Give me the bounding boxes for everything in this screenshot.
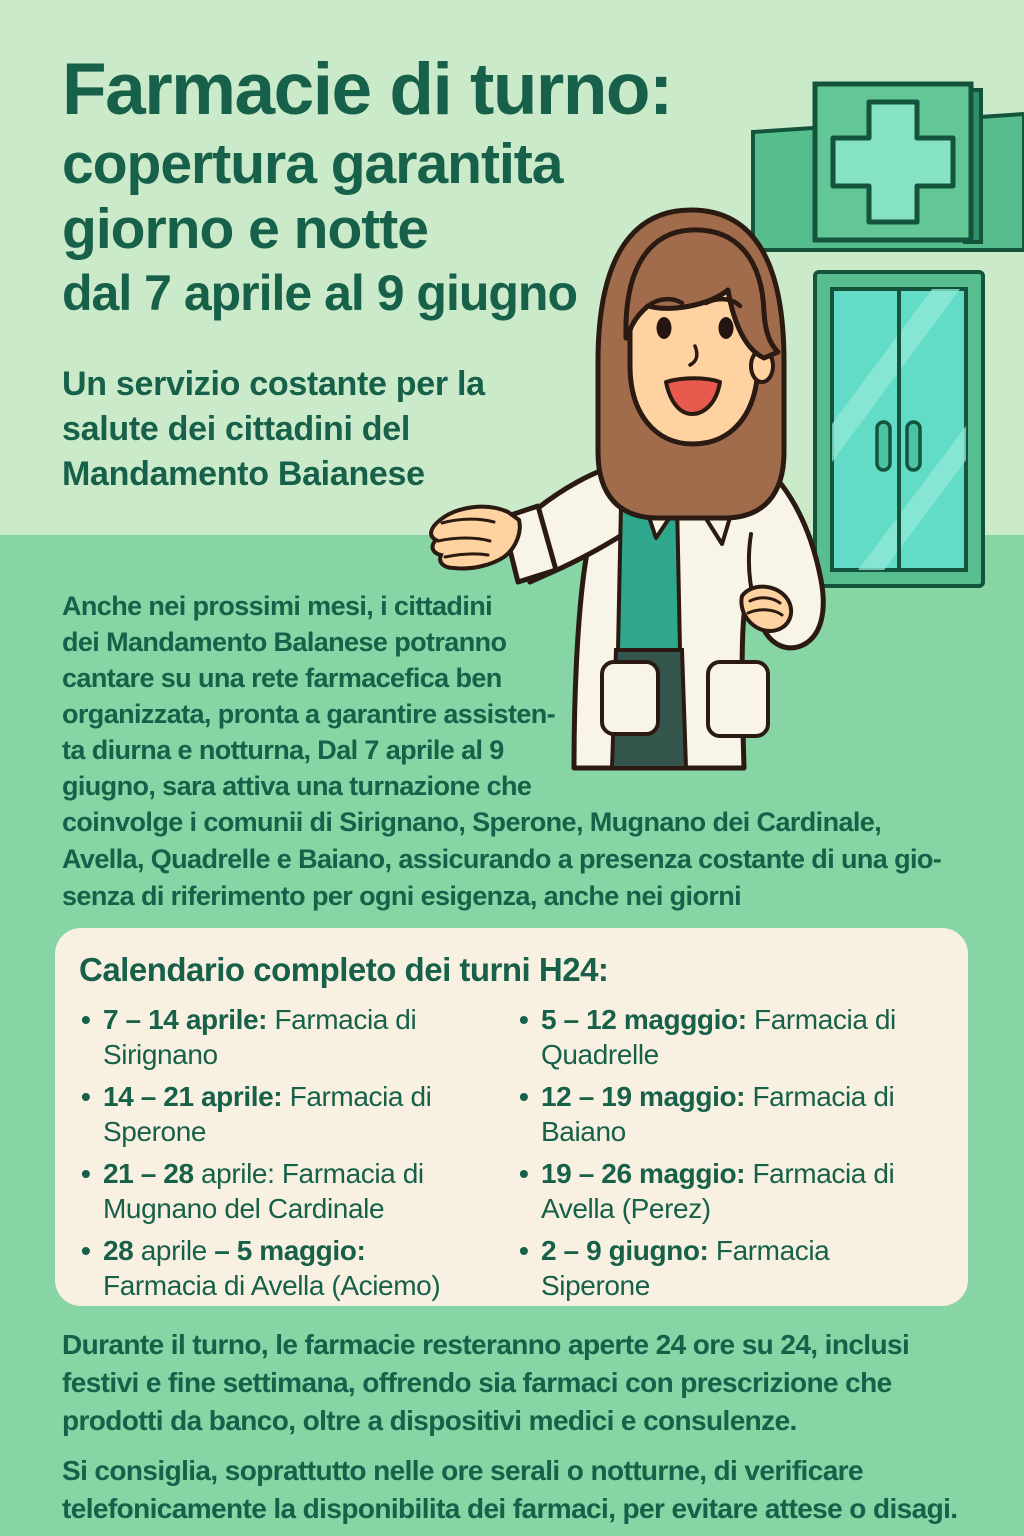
text-line: salute dei cittadini del [62, 410, 410, 448]
text-line: dei Mandamento Balanese potranno [62, 627, 507, 657]
text-line: coinvolge i comunii di Sirignano, Sperone, Mugnano dei Cardinale, [62, 807, 882, 837]
pharmacy-sign-icon [815, 84, 981, 242]
calendar-item-pharmacy: aprile [133, 1235, 215, 1266]
calendar-item-date: 12 – 19 maggio: [541, 1081, 746, 1112]
footer-paragraph-2 [62, 1452, 957, 1528]
calendar-item [79, 1079, 469, 1149]
calendar-item-pharmacy: Farmacia Siperone [541, 1235, 830, 1301]
calendar-item-date: 21 – 28 [103, 1158, 194, 1189]
calendar-title: Calendario completo dei turni H24: [79, 951, 609, 988]
calendar-item-pharmacy: Farmacia di Quadrelle [541, 1004, 896, 1070]
subtitle [62, 362, 485, 497]
text-line: Durante il turno, le farmacie resteranno aperte 24 ore su 24, inclusi [62, 1329, 910, 1360]
calendar-item-pharmacy: Farmacia di Sirignano [103, 1004, 417, 1070]
calendar-column-left [79, 1002, 469, 1310]
intro-paragraph-wide [62, 804, 941, 915]
calendar-item-date: 7 – 14 aprile: [103, 1004, 268, 1035]
calendar-item-date: 19 – 26 maggio: [541, 1158, 746, 1189]
calendar-item [517, 1156, 917, 1226]
door-handle-icon [877, 422, 890, 470]
calendar-item-date: 5 – 12 magggio: [541, 1004, 747, 1035]
calendar-item-pharmacy: Farmacia di Avella (Perez) [541, 1158, 895, 1224]
footer-paragraph-1 [62, 1326, 909, 1440]
text-line: telefonicamente la disponibilita dei farmaci, per evitare attese o disagi. [62, 1493, 958, 1524]
calendar-item-pharmacy: Farmacia di Sperone [103, 1081, 432, 1147]
calendar-item-pharmacy: Farmacia di Avella (Aciemo) [103, 1270, 441, 1301]
calendar-item-pharmacy: aprile: Farmacia di Mugnano del Cardinale [103, 1158, 424, 1224]
calendar-item [79, 1002, 469, 1072]
pharmacy-door [815, 272, 983, 586]
headline [62, 48, 672, 324]
text-line: festivi e fine settimana, offrendo sia farmaci con prescrizione che [62, 1367, 892, 1398]
page-title: Farmacie di turno: [62, 49, 672, 130]
calendar-item [79, 1233, 469, 1303]
text-line: Un servizio costante per la [62, 365, 485, 403]
text-line: Anche nei prossimi mesi, i cittadini [62, 591, 493, 621]
door-handle-icon [907, 422, 920, 470]
calendar-item-date: – 5 maggio: [214, 1235, 366, 1266]
page-title-line2: copertura garantita [62, 132, 563, 196]
intro-paragraph-narrow [62, 588, 555, 804]
calendar-item [517, 1002, 917, 1072]
text-line: cantare su una rete farmacefica ben [62, 663, 502, 693]
calendar-item [517, 1233, 917, 1303]
calendar-item-date: 14 – 21 aprile: [103, 1081, 283, 1112]
page-title-line3: giorno e notte [62, 197, 428, 261]
calendar-item-date: 28 [103, 1235, 134, 1266]
text-line: ta diurna e notturna, Dal 7 aprile al 9 [62, 735, 504, 765]
calendar-columns [79, 1002, 944, 1310]
calendar-item-pharmacy: Farmacia di Baiano [541, 1081, 895, 1147]
text-line: Si consiglia, soprattutto nelle ore serali o notturne, di verificare [62, 1455, 863, 1486]
text-line: giugno, sara attiva una turnazione che [62, 771, 532, 801]
calendar-column-right [517, 1002, 917, 1310]
text-line: Avella, Quadrelle e Baiano, assicurando a presenza costante di una gio- [62, 844, 942, 874]
calendar-item [517, 1079, 917, 1149]
page-title-line4: dal 7 aprile al 9 giugno [62, 265, 578, 321]
calendar-item [79, 1156, 469, 1226]
calendar-card [55, 928, 968, 1306]
text-line: prodotti da banco, oltre a dispositivi medici e consulenze. [62, 1405, 797, 1436]
text-line: organizzata, pronta a garantire assisten- [62, 699, 556, 729]
text-line: senza di riferimento per ogni esigenza, anche nei giorni [62, 881, 742, 911]
text-line: Mandamento Baianese [62, 455, 425, 493]
calendar-item-date: 2 – 9 giugno: [541, 1235, 709, 1266]
